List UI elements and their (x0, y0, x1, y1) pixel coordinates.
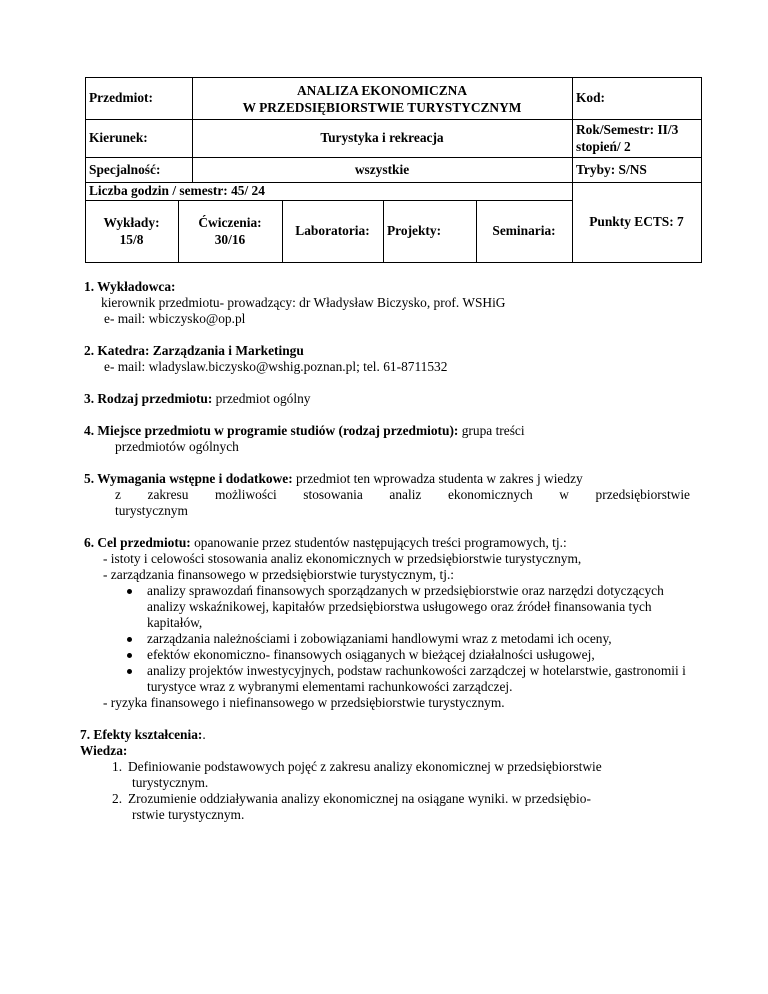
bullet-dot-icon (127, 637, 132, 642)
bullet-dot-icon (127, 653, 132, 658)
bullet-item: analizy projektów inwestycyjnych, podstaw rachunkowości zarządczej w hotelarstwie, gastronomii i turystyce wraz z wybranymi elementami rachunkowości zarządczej. (84, 663, 690, 695)
seminaria: Seminaria: (492, 223, 556, 238)
rok-semestr (572, 119, 701, 157)
section-text: przedmiot ten wprowadza studenta w zakres j wiedzy (292, 471, 583, 486)
cel-dash-item: - zarządzania finansowego w przedsiębiorstwie turystycznym, tj.: (103, 567, 455, 582)
item-text-line2: turystycznym. (132, 775, 209, 790)
section-wymagania (84, 471, 690, 519)
section-text-cont: z zakresu możliwości stosowania analiz ekonomicznych w przedsiębiorstwie (115, 487, 690, 502)
course-header-table (85, 77, 702, 263)
section-text: grupa treści (458, 423, 525, 438)
katedra-contact: e- mail: wladyslaw.biczysko@wshig.poznan.pl; tel. 61-8711532 (104, 359, 448, 374)
efekty-item (80, 791, 690, 823)
label-specjalnosc: Specjalność: (89, 161, 161, 177)
course-description (80, 279, 690, 823)
bullet-dot-icon (127, 589, 132, 594)
section-miejsce (84, 423, 690, 455)
lecturer-line: kierownik przedmiotu- prowadzący: dr Władysław Biczysko, prof. WSHiG (101, 295, 506, 310)
tryby: Tryby: S/NS (576, 161, 647, 177)
section-text-cont2: turystycznym (115, 503, 188, 518)
bullet-item: efektów ekonomiczno- finansowych osiąganych w bieżącej działalności usługowej, (84, 647, 690, 663)
section-cel (84, 535, 690, 711)
section-heading: 1. Wykładowca: (84, 279, 176, 294)
label-kod: Kod: (576, 90, 606, 105)
wyklady-value: 15/8 (119, 232, 144, 247)
wyklady (85, 200, 178, 262)
item-number: 1. (112, 759, 123, 774)
section-wykladowca (84, 279, 690, 327)
section-heading-tail: . (202, 727, 206, 742)
section-heading: 6. Cel przedmiotu: (84, 535, 191, 550)
section-text: opanowanie przez studentów następujących treści programowych, tj.: (190, 535, 567, 550)
cwiczenia-label: Ćwiczenia: (198, 215, 262, 230)
wiedza-heading: Wiedza: (80, 743, 128, 758)
liczba-godzin: Liczba godzin / semestr: 45/ 24 (89, 183, 265, 198)
section-heading: 7. Efekty kształcenia: (80, 727, 203, 742)
wyklady-label: Wykłady: (103, 215, 160, 230)
label-kierunek: Kierunek: (89, 130, 148, 145)
bullet-item: analizy sprawozdań finansowych sporządzanych w przedsiębiorstwie oraz narzędzi dotyczących analizy wskaźnikowej, kapitałów przedsiębiorstwa usługowego oraz źródeł finansowania tych kapitałów, (84, 583, 690, 631)
item-text-line1: Zrozumienie oddziaływania analizy ekonomicznej na osiągane wyniki. w przedsiębio- (128, 791, 591, 806)
lecturer-email: e- mail: wbiczysko@op.pl (104, 311, 246, 326)
course-title-line1: ANALIZA EKONOMICZNA (296, 83, 467, 98)
kierunek-value: Turystyka i rekreacja (320, 130, 444, 145)
section-katedra (84, 343, 690, 375)
section-heading: 2. Katedra: Zarządzania i Marketingu (84, 343, 304, 358)
efekty-item (80, 759, 690, 791)
course-title (192, 79, 572, 119)
section-heading: 5. Wymagania wstępne i dodatkowe: (84, 471, 293, 486)
cel-bullet-list (84, 583, 690, 695)
rok-semestr-line1: Rok/Semestr: II/3 (576, 122, 679, 137)
item-text-line1: Definiowanie podstawowych pojęć z zakresu analizy ekonomicznej w przedsiębiorstwie (128, 759, 602, 774)
bullet-item: zarządzania należnościami i zobowiązaniami handlowymi wraz z metodami ich oceny, (84, 631, 690, 647)
section-heading: 4. Miejsce przedmiotu w programie studiów (rodzaj przedmiotu): (84, 423, 459, 438)
section-rodzaj (84, 391, 690, 407)
item-number: 2. (112, 791, 123, 806)
rok-semestr-line2: stopień/ 2 (576, 139, 631, 154)
bullet-dot-icon (127, 669, 132, 674)
cwiczenia-value: 30/16 (214, 232, 246, 247)
specjalnosc-value: wszystkie (354, 161, 410, 177)
item-text-line2: rstwie turystycznym. (132, 807, 245, 822)
section-text: przedmiot ogólny (212, 391, 311, 406)
section-text-cont: przedmiotów ogólnych (115, 439, 239, 454)
laboratoria: Laboratoria: (295, 223, 370, 238)
section-heading: 3. Rodzaj przedmiotu: (84, 391, 213, 406)
section-efekty (80, 727, 690, 823)
course-title-line2: W PRZEDSIĘBIORSTWIE TURYSTYCZNYM (242, 100, 522, 115)
efekty-list (80, 759, 690, 823)
projekty: Projekty: (387, 223, 442, 238)
cel-dash-item: - ryzyka finansowego i niefinansowego w przedsiębiorstwie turystycznym. (103, 695, 505, 710)
cwiczenia (178, 200, 282, 262)
label-przedmiot: Przedmiot: (89, 90, 153, 105)
punkty-ects: Punkty ECTS: 7 (589, 214, 684, 229)
cel-dash-item: - istoty i celowości stosowania analiz ekonomicznych w przedsiębiorstwie turystycznym, (103, 551, 582, 566)
